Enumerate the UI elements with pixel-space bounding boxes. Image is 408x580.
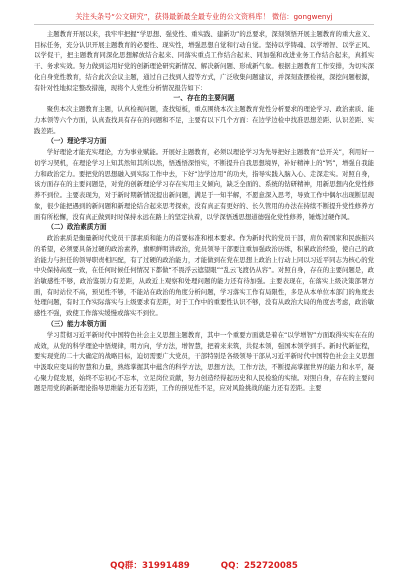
capability-paragraph: 学习贯彻习近平新时代中国特色社会主义思想主题教育，其中一个重要方面就是着在“以学增智”方面取得实实在在的成效，从党的科学理论中悟规律，明方向，学方法，增智慧，把着来来筑，共促本领，强国本领学到手。新时代新征程，要实现党的二十大确定的战略目标，迫切需要广大党员，干部特别是各级领导干部从习近平新时代中国特色社会主义思想中汲取应变局的智慧和力量，熟练掌握其中蕴含的科学方法，思想方法，工作方法，不断提高掌握世界的能力和水平，凝心聚力促发展，始终不忘初心不忘本，立足岗位贡献，努力创造经得起历史和人民检验的实绩。对照自身，存在的主要问题是用党的新新理论指导思维能力还有差距，工作的预见性不足，应对风险挑战的能力还有差距。主要 bbox=[34, 330, 374, 393]
theory-study-paragraph: 学好理论才能充实理论，方为事业赋能。开展好主题教育，必须以理论学习为先导把好主题教育“总开关”，利用好一切学习契机，在理论学习上知其然知其所以然，悟透悟深悟实，不断提升自我思想境界，补好精神上的“钙”，增强自我能力和政治定力。要把党的思想融入到实际工作中去，下好“边学边用”的功夫，指导实践入脑入心、走深走实。对照自身，该方面存在的主要问题是，对党的创新理论学习存在实用主义倾向，缺乏全面的、系统的钻研精神，用新思想内化党性修养不到位。主要表现为，对于新时期新情况提出新问题，满足于一知半解，不愿意深入思考，导致工作中偶尔出现断层现象，很少能把遇到的新问题和新理论结合起来思考探索，没有真正有更好的、长久管用的办法在持续不断提升党性修养方面有所松懈，没有真正做到时时保持永远在路上的坚定执着，以学深悟透思想道德强化党性修养，锤炼过硬作风。 bbox=[34, 148, 374, 221]
footer-contacts bbox=[0, 561, 408, 572]
subsection-heading-capability: （三）能力本领方面 bbox=[47, 319, 107, 328]
promo-banner: 关注头条号“公文研究”，获得最新最全最专业的公文资料库！ 微信：gongwenyj bbox=[34, 12, 374, 25]
political-quality-paragraph: 政治素质是衡量新时代党员干部素质和能力的首要标准和根本要求。作为新时代的党员干部，肩负着国家和民族振兴的希望，必须要具备过硬的政治素养，旗帜鲜明讲政治，党员领导干部要注重加强政治历练，积累政治经验，使自己的政治能力与担任的领导职责相匹配，有了过硬的政治能力，才能做到在党在思想上政治上行动上同以习近平同志为核心的党中央保持高度一致，在任何时候任何情况下都做“不畏浮云遮望眼”“乱云飞渡仍从容”。对照自身，存在的主要问题是，政治敏感性不够，政治鉴别力有差距，从政近上观察和处理问题的能力还有待加强。主要表现在，在落实上级决策部署方面，有时站位不高，预见性不够，不能站在政治的角度分析问题，学习落实工作有局限性，多是从本单位本部门的角度去处理问题，有时工作实际落实与上级要求有差距，对于工作中的重要性认识不够，没有从政治大局的角度去考虑，政治敏感性不强，致使工作落实缓慢或落实不到位。 bbox=[34, 234, 374, 318]
intro-paragraph: 主题教育开展以来，我牢牢把握“学思想、强党性、重实践、建新功”的总要求，深刻领悟开展主题教育的重大意义、目标任务，充分认识开展主题教育的必要性、现实性，增强思想自觉和行动自觉。坚持以学铸魂、以学增智、以学正风、以学促干，把主题教育同深化思想解放结合起来、同落实重点工作结合起来、同加强和改进业务工作结合起来，真抓实干、务求实效。努力做到运用好党的创新理论研究新情况、解决新问题、形成新气象。根据主题教育工作安排，为切实深化自身党性教育，结合此次会议主题，通过自己找到人提等方式，广泛收集问题建议，并深刻查摆检视，深挖问题根源，有针对性地拟定整改措施，现将个人党性分析情况报告如下： bbox=[34, 30, 374, 92]
footer-qq: QQ：252720085 bbox=[220, 561, 298, 571]
section-heading: 一、存在的主要问题 bbox=[173, 94, 235, 103]
footer-qq-group: QQ群：31991489 bbox=[110, 561, 190, 571]
section-intro-paragraph: 聚焦本次主题教育主题，认真检视问题，查找短板，重点围绕本次主题教育党性分析要求的理论学习、政治素质、能力本领等六个方面，认真查找具有存在的问题和不足，主要有以下几个方面：在边学边检中找准思想差距、认识差距、实践差距。 bbox=[34, 105, 374, 135]
document-body bbox=[34, 29, 374, 394]
subsection-heading-theory-study: （一）理论学习方面 bbox=[47, 137, 107, 146]
subsection-heading-political-quality: （二）政治素质方面 bbox=[47, 223, 107, 232]
